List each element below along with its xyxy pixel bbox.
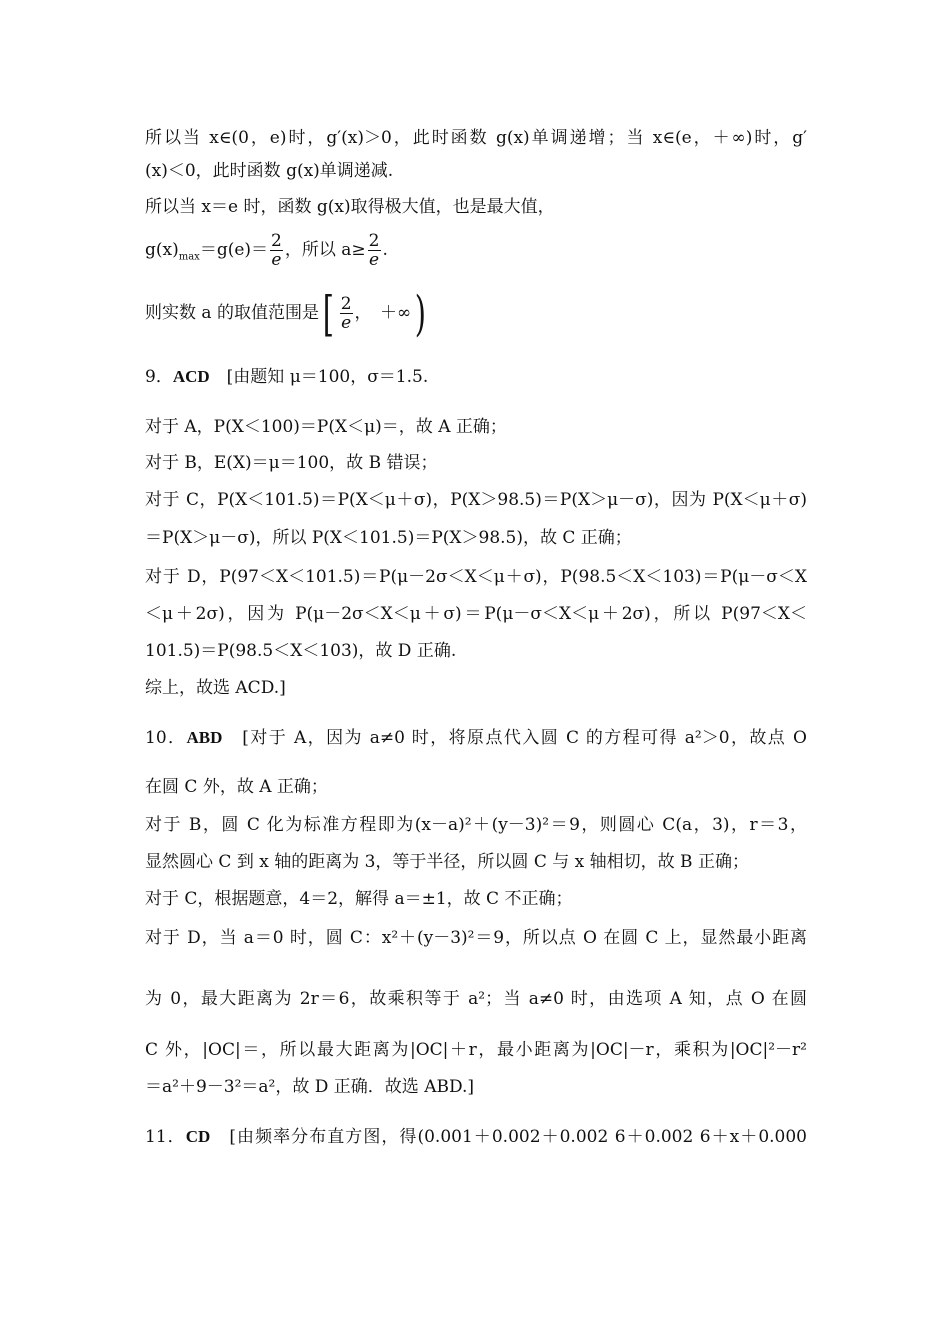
text-line: 所以当 x∈(0，e)时，g′(x)＞0，此时函数 g(x)单调递增；当 x∈(e，＋∞)时，g′ — [145, 128, 807, 148]
fraction-denominator: e — [341, 313, 352, 333]
fraction-numerator: 2 — [368, 231, 380, 251]
text-line: 所以当 x＝e 时，函数 g(x)取得极大值，也是最大值， — [145, 197, 555, 217]
range-sep: ， ＋∞ — [354, 303, 412, 323]
fraction — [340, 295, 353, 332]
question-9-heading — [145, 366, 807, 388]
text-line: 对于 C，根据题意，4＝2，解得 a＝±1，故 C 不正确； — [145, 889, 573, 909]
text-line: ＜μ＋2σ)，因为 P(μ－2σ＜X＜μ＋σ)＝P(μ－σ＜X＜μ＋2σ)，所以 P(97＜X＜ — [145, 604, 807, 624]
answer-label: ABD — [186, 728, 223, 747]
text-line: 显然圆心 C 到 x 轴的距离为 3，等于半径，所以圆 C 与 x 轴相切，故 B 正确； — [145, 852, 749, 872]
question-explanation: [由题知 μ＝100，σ＝1.5. — [209, 367, 429, 387]
text-line: 对于 B，E(X)＝μ＝100，故 B 错误； — [145, 453, 438, 473]
gmax-lhs: g(x) — [145, 240, 179, 260]
text-line: 对于 A，P(X＜100)＝P(X＜μ)＝，故 A 正确； — [145, 417, 507, 437]
text-line: 对于 B，圆 C 化为标准方程即为(x－a)²＋(y－3)²＝9，则圆心 C(a，3)，r＝3， — [145, 815, 807, 835]
text-line: 在圆 C 外，故 A 正确； — [145, 777, 328, 797]
fraction-denominator: e — [369, 250, 380, 270]
gmax-mid: ＝g(e)＝ — [199, 240, 269, 260]
question-10-heading — [145, 727, 807, 749]
text-line: 101.5)＝P(98.5＜X＜103)，故 D 正确. — [145, 641, 457, 661]
fraction — [368, 232, 381, 269]
question-number: 10． — [145, 728, 187, 748]
gmax-subscript: max — [178, 251, 200, 263]
text-line: (x)＜0，此时函数 g(x)单调递减. — [145, 161, 394, 181]
right-paren: ) — [414, 285, 427, 342]
question-number: 11． — [145, 1127, 186, 1147]
text-line: ＝P(X＞μ－σ)，所以 P(X＜101.5)＝P(X＞98.5)，故 C 正确； — [145, 528, 632, 548]
question-explanation: [由频率分布直方图，得(0.001＋0.002＋0.002 6＋0.002 6＋x＋0.000 — [210, 1127, 807, 1147]
gmax-text: ，所以 a≥ — [284, 240, 366, 260]
text-line: 对于 C，P(X＜101.5)＝P(X＜μ＋σ)，P(X＞98.5)＝P(X＞μ－σ)，因为 P(X＜μ＋σ) — [145, 490, 807, 510]
text-line: 综上，故选 ACD.] — [145, 678, 286, 698]
text-line: 对于 D，当 a＝0 时，圆 C：x²＋(y－3)²＝9，所以点 O 在圆 C 上，显然最小距离 — [145, 928, 807, 948]
question-11-heading — [145, 1126, 807, 1148]
answer-label: CD — [185, 1127, 211, 1146]
answer-label: ACD — [172, 367, 210, 386]
left-bracket: [ — [322, 285, 334, 342]
range-formula — [145, 285, 807, 342]
fraction-denominator: e — [271, 250, 282, 270]
range-text: 则实数 a 的取值范围是 — [145, 303, 319, 323]
fraction — [270, 232, 283, 269]
text-line: 对于 D，P(97＜X＜101.5)＝P(μ－2σ＜X＜μ＋σ)，P(98.5＜X＜103)＝P(μ－σ＜X — [145, 567, 807, 587]
fraction-numerator: 2 — [271, 231, 282, 251]
text-line: 为 0，最大距离为 2r＝6，故乘积等于 a²；当 a≠0 时，由选项 A 知，点 O 在圆 — [145, 989, 807, 1009]
text-line: ＝a²＋9－3²＝a²，故 D 正确．故选 ABD.] — [145, 1077, 475, 1097]
question-explanation: [对于 A，因为 a≠0 时，将原点代入圆 C 的方程可得 a²＞0，故点 O — [222, 728, 807, 748]
fraction-numerator: 2 — [340, 294, 352, 314]
gmax-formula — [145, 228, 807, 279]
question-number: 9． — [145, 367, 173, 387]
text-line: C 外，|OC|＝，所以最大距离为|OC|＋r，最小距离为|OC|－r，乘积为|OC|²－r² — [145, 1040, 807, 1060]
gmax-end: . — [382, 240, 388, 260]
